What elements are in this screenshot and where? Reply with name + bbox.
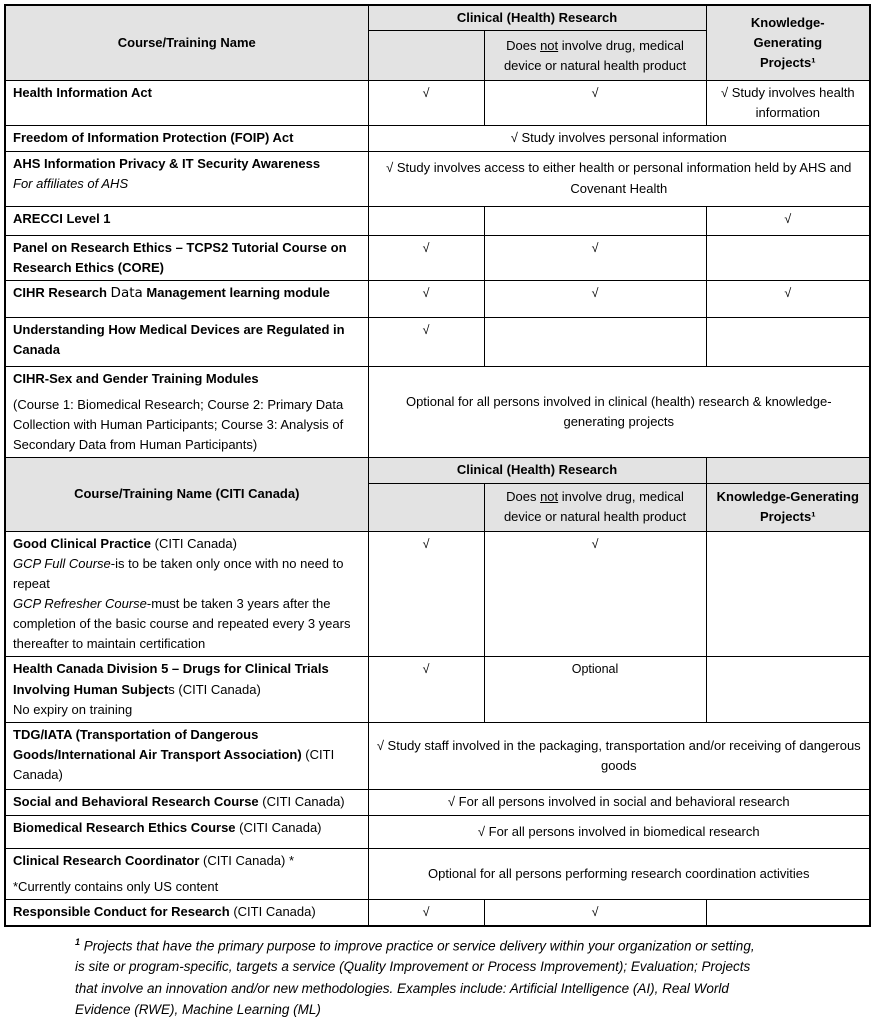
applies-note-cell: √ For all persons involved in biomedical research xyxy=(368,815,870,848)
no-drug-check-cell: √ xyxy=(484,280,706,317)
knowledge-check-cell xyxy=(706,531,870,657)
no-drug-check-cell xyxy=(484,317,706,366)
footnote-superscript: 1 xyxy=(75,936,81,947)
knowledge-check-cell xyxy=(706,317,870,366)
applies-note-cell: √ Study involves personal information xyxy=(368,126,870,151)
course-title: Freedom of Information Protection (FOIP) Act xyxy=(13,130,294,146)
row-health-canada-division5 xyxy=(5,657,870,722)
underlined-not: not xyxy=(540,488,559,504)
header1-clinical-research: Clinical (Health) Research xyxy=(368,5,706,31)
row-responsible-conduct xyxy=(5,900,870,926)
course-name-cell: Biomedical Research Ethics Course (CITI Canada) xyxy=(5,815,368,848)
knowledge-check-cell: √ xyxy=(706,206,870,235)
header2-involves-cell xyxy=(368,483,484,531)
course-name-cell xyxy=(5,151,368,206)
header2-course-name: Course/Training Name (CITI Canada) xyxy=(5,458,368,531)
header1-row-top xyxy=(5,5,870,31)
no-drug-check-cell xyxy=(484,206,706,235)
header1-knowledge-generating xyxy=(706,5,870,81)
clinical-check-cell xyxy=(368,206,484,235)
underlined-not: not xyxy=(540,37,559,53)
course-name-cell xyxy=(5,531,368,657)
row-ahs-privacy-awareness xyxy=(5,151,870,206)
row-arecci-level-1 xyxy=(5,206,870,235)
clinical-check-cell: √ xyxy=(368,531,484,657)
header1-course-name: Course/Training Name xyxy=(5,5,368,81)
course-name-cell xyxy=(5,848,368,899)
no-drug-check-cell: √ xyxy=(484,81,706,126)
clinical-check-cell: √ xyxy=(368,900,484,926)
row-foip-act xyxy=(5,126,870,151)
header1-knowledge-label: Knowledge-Generating Projects¹ xyxy=(750,14,825,71)
course-name-cell: Responsible Conduct for Research (CITI Canada) xyxy=(5,900,368,926)
course-name-cell xyxy=(5,366,368,458)
us-content-note: *Currently contains only US content xyxy=(13,878,219,894)
course-name-cell: Social and Behavioral Research Course (CITI Canada) xyxy=(5,789,368,815)
row-clinical-research-coordinator xyxy=(5,848,870,899)
course-title: TDG/IATA (Transportation of Dangerous Goods/International Air Transport Association) (CITI Canada) xyxy=(13,726,335,783)
applies-note-cell: √ Study staff involved in the packaging, transportation and/or receiving of dangerous goods xyxy=(368,722,870,789)
knowledge-check-cell xyxy=(706,900,870,926)
row-medical-devices-regulated xyxy=(5,317,870,366)
course-title: AHS Information Privacy & IT Security Awareness xyxy=(13,155,321,171)
knowledge-check-cell xyxy=(706,235,870,280)
no-drug-check-cell: √ xyxy=(484,235,706,280)
course-name-cell: CIHR Research Data Management learning module xyxy=(5,280,368,317)
knowledge-check-cell: √ xyxy=(706,280,870,317)
knowledge-check-cell: √ Study involves health information xyxy=(706,81,870,126)
course-name-cell xyxy=(5,657,368,722)
gcp-full-course-note: GCP Full Course-is to be taken only once with no need to repeat xyxy=(13,555,344,591)
clinical-check-cell: √ xyxy=(368,280,484,317)
clinical-check-cell: √ xyxy=(368,317,484,366)
clinical-check-cell: √ xyxy=(368,81,484,126)
no-drug-optional-cell: Optional xyxy=(484,657,706,722)
knowledge-projects-footnote xyxy=(75,935,755,1020)
course-name-cell xyxy=(5,81,368,126)
applies-note-cell: √ For all persons involved in social and behavioral research xyxy=(368,789,870,815)
course-name-cell xyxy=(5,206,368,235)
row-tdg-iata xyxy=(5,722,870,789)
course-name-cell xyxy=(5,235,368,280)
data-word-alt-font: Data xyxy=(110,284,143,301)
clinical-check-cell: √ xyxy=(368,235,484,280)
footnote-text: Projects that have the primary purpose to improve practice or service delivery within your organization or setting, is site or program-specific, targets a service (Quality Improvement or Process Improvement); Evaluation; Projects that involve an innovation and/or new methodologies. Examples include: Artificial Intelligence (AI), Real World Evidence (RWE), Machine Learning (ML) xyxy=(75,938,755,1018)
header2-clinical-research: Clinical (Health) Research xyxy=(368,458,706,483)
course-name-cell xyxy=(5,722,368,789)
course-title: Health Canada Division 5 – Drugs for Clinical Trials Involving Human Subjects (CITI Canada) xyxy=(13,661,329,697)
course-title: Health Information Act xyxy=(13,85,152,101)
course-name-cell xyxy=(5,126,368,151)
course-title: ARECCI Level 1 xyxy=(13,210,111,226)
row-good-clinical-practice xyxy=(5,531,870,657)
no-expiry-note: No expiry on training xyxy=(13,701,133,717)
applies-note-cell: Optional for all persons performing research coordination activities xyxy=(368,848,870,899)
course-title: CIHR-Sex and Gender Training Modules xyxy=(13,370,259,386)
no-drug-check-cell: √ xyxy=(484,900,706,926)
clinical-check-cell: √ xyxy=(368,657,484,722)
row-sex-gender-modules xyxy=(5,366,870,458)
header1-does-not-involve: Does not involve drug, medical device or natural health product xyxy=(484,31,706,81)
course-title: Panel on Research Ethics – TCPS2 Tutorial Course on Research Ethics (CORE) xyxy=(13,239,347,275)
course-name-cell xyxy=(5,317,368,366)
course-title: Clinical Research Coordinator (CITI Canada) * xyxy=(13,852,295,868)
course-detail: (Course 1: Biomedical Research; Course 2: Primary Data Collection with Human Participants; Course 3: Analysis of Secondary Data from Human Participants) xyxy=(13,396,344,453)
no-drug-check-cell: √ xyxy=(484,531,706,657)
row-tcps2-core xyxy=(5,235,870,280)
applies-note-cell: √ Study involves access to either health or personal information held by AHS and Covenant Health xyxy=(368,151,870,206)
course-title: Good Clinical Practice (CITI Canada) xyxy=(13,535,237,551)
row-cihr-data-management xyxy=(5,280,870,317)
course-subtitle: For affiliates of AHS xyxy=(13,175,129,191)
header2-does-not-involve: Does not involve drug, medical device or natural health product xyxy=(484,483,706,531)
row-social-behavioral xyxy=(5,789,870,815)
header2-row-top xyxy=(5,458,870,483)
header2-empty-cell xyxy=(706,458,870,483)
header1-involves-cell xyxy=(368,31,484,81)
row-biomedical-ethics xyxy=(5,815,870,848)
course-training-table xyxy=(4,4,871,927)
row-health-information-act xyxy=(5,81,870,126)
applies-note-cell: Optional for all persons involved in clinical (health) research & knowledge-generating projects xyxy=(368,366,870,458)
knowledge-check-cell xyxy=(706,657,870,722)
gcp-refresher-note: GCP Refresher Course-must be taken 3 years after the completion of the basic course and repeated every 3 years thereafter to maintain certification xyxy=(13,595,351,652)
course-title: Understanding How Medical Devices are Regulated in Canada xyxy=(13,321,345,357)
header2-knowledge-generating: Knowledge-Generating Projects¹ xyxy=(706,483,870,531)
